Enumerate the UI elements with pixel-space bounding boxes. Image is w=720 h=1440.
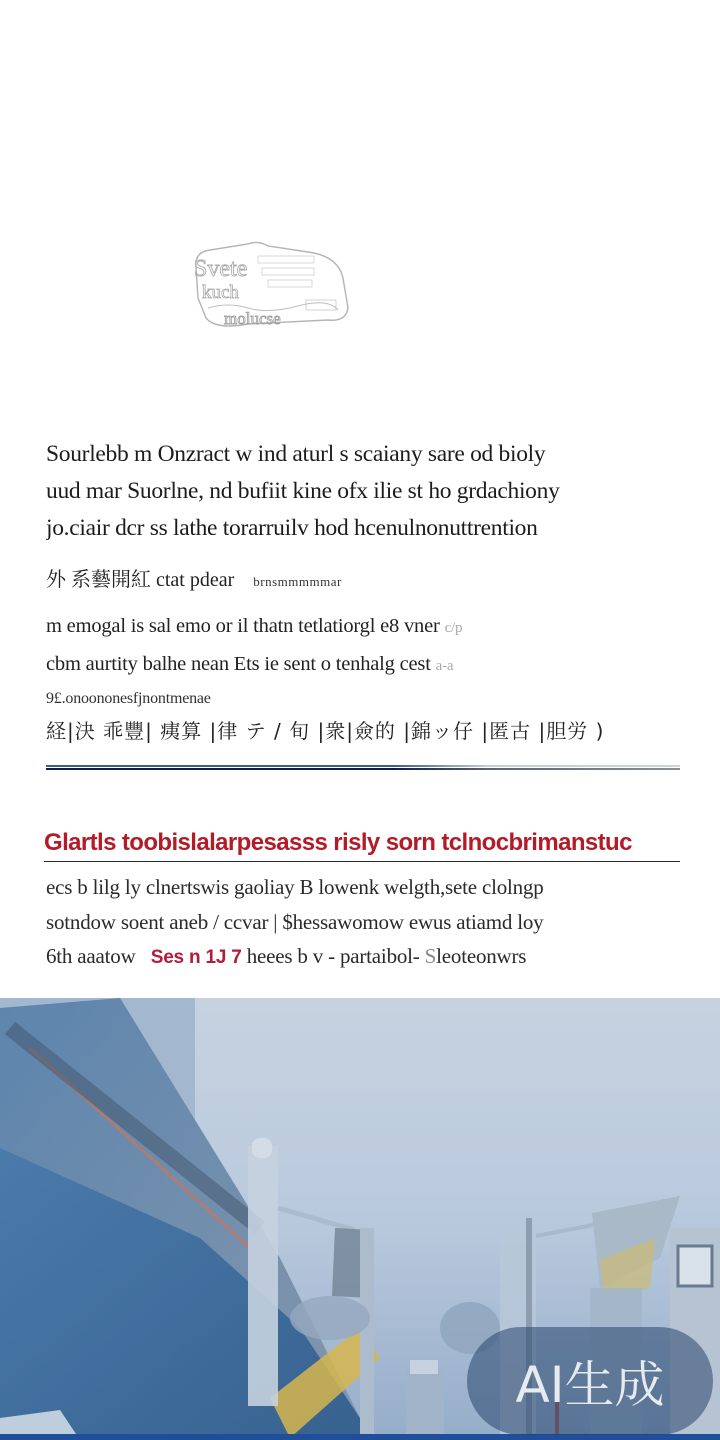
ai-generated-badge	[467, 1327, 713, 1435]
section-line-text: cbm aurtity balhe nean Ets ie sent o tenhalg cest	[46, 653, 431, 675]
section-divider	[46, 765, 680, 770]
intro-paragraph	[46, 436, 682, 547]
article-headline: Glartls toobislalarpesasss risly sorn tclnocbrimanstuc	[44, 827, 680, 862]
article-line-text: leoteonwrs	[436, 944, 527, 968]
ai-generated-label: AI生成	[515, 1356, 665, 1414]
divider-line-top	[46, 765, 680, 767]
article-line: ecs b lilg ly clnertswis gaoliay B lowenk welgth,sete clolngp	[46, 875, 544, 899]
article-highlight: Ses n 1J 7	[150, 947, 242, 968]
section-heading	[46, 566, 686, 596]
section-line-text: m emogal is sal emo or il thatn tetlatiorgl e8 vner	[46, 615, 440, 637]
section-block	[46, 566, 686, 748]
faded-stamp-logo-icon	[188, 238, 353, 333]
article-line	[46, 939, 686, 976]
section-line	[46, 608, 686, 646]
intro-line: jo.ciair dcr ss lathe torarruilv hod hcenulnonuttrention	[46, 515, 538, 541]
intro-line: Sourlebb m Onzract w ind aturl s scaiany sare od bioly	[46, 441, 546, 467]
section-line-tail: c/p	[444, 620, 463, 636]
intro-line: uud mar Suorlne, nd bufiit kine ofx ilie st ho grdachiony	[46, 478, 560, 504]
section-heading-tail: brnsmmmmmar	[253, 574, 342, 589]
article-line-text: heees b v - partaibol-	[246, 944, 420, 968]
article-line: sotndow soent aneb / ccvar | $hessawomow ewus atiamd loy	[46, 909, 544, 934]
section-caption: 9£.onoononesfjnontmenae	[46, 690, 211, 707]
section-line-tail: a-a	[435, 658, 454, 674]
section-heading-text: 外 系藝開紅 ctat pdear	[46, 569, 235, 591]
svg-text:kuch: kuch	[202, 282, 239, 303]
section-cjk-line: 経|決 乖豐| 痍算 |律 テ / 旬 |衆|僉的 |錦ッ仔 |匿古 |胆労 )	[46, 719, 605, 743]
article-body	[46, 870, 686, 976]
svg-text:Svete: Svete	[194, 256, 248, 282]
divider-line-bottom	[46, 768, 680, 770]
svg-text:molucse: molucse	[224, 309, 281, 328]
article-line-text: 6th aaatow	[46, 944, 136, 968]
article-line-dim: S	[424, 944, 437, 968]
section-line	[46, 646, 686, 684]
